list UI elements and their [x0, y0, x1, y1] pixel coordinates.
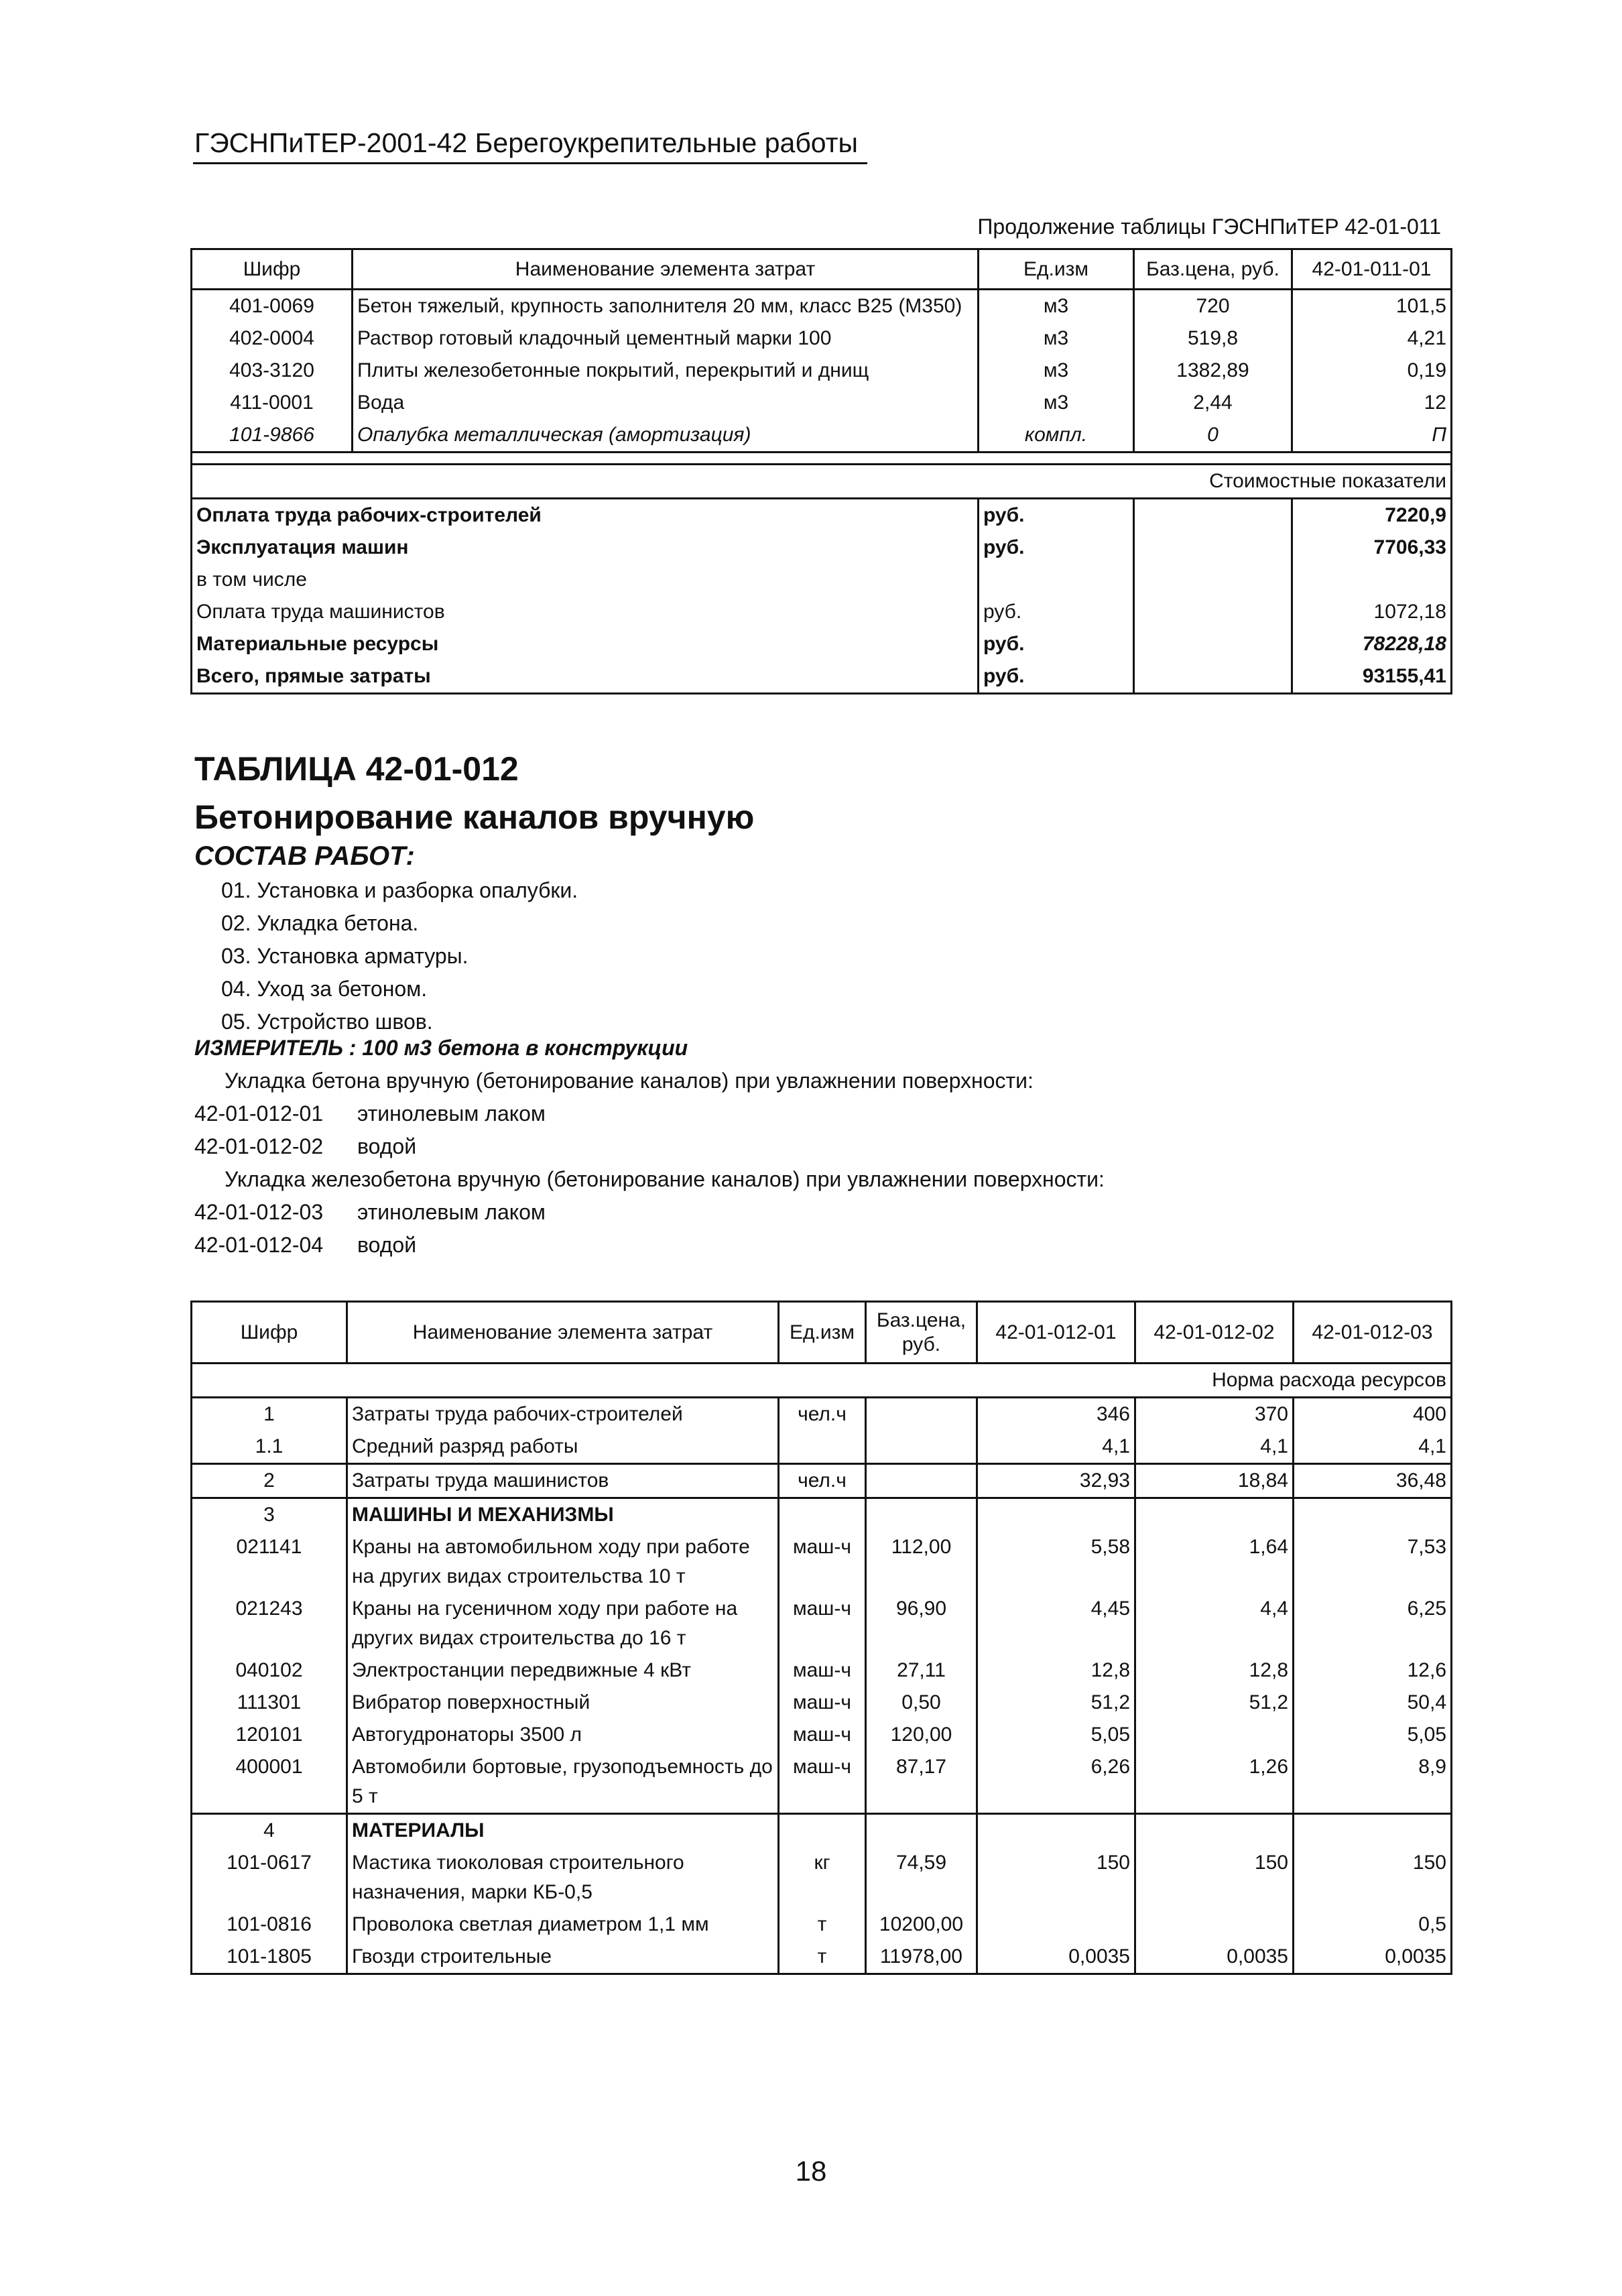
cell-unit: т [779, 1941, 866, 1974]
cell-code: 1.1 [192, 1431, 347, 1464]
cost-value: 93155,41 [1292, 660, 1452, 694]
cost-value: 7706,33 [1292, 532, 1452, 564]
cell-name: Электростанции передвижные 4 кВт [347, 1654, 779, 1687]
cell-price [866, 1498, 977, 1532]
table-subtitle: Бетонирование каналов вручную [194, 798, 755, 836]
table-row [192, 1464, 1452, 1498]
cell-code: 403-3120 [192, 355, 353, 387]
cell-unit: кг [779, 1847, 866, 1909]
cell-code: 040102 [192, 1654, 347, 1687]
cost-unit: руб. [979, 532, 1134, 564]
cell-norm-3: 50,4 [1294, 1687, 1452, 1719]
cell-price: 2,44 [1134, 387, 1292, 419]
cell-norm-2: 1,26 [1135, 1751, 1294, 1814]
cell-name: Раствор готовый кладочный цементный марки 100 [353, 322, 979, 355]
cell-norm-2: 4,1 [1135, 1431, 1294, 1464]
cell-name: МАШИНЫ И МЕХАНИЗМЫ [347, 1498, 779, 1532]
cell-code: 101-1805 [192, 1941, 347, 1974]
cell-price: 27,11 [866, 1654, 977, 1687]
cost-unit: руб. [979, 628, 1134, 660]
cell-name: Краны на гусеничном ходу при работе на других видах строительства до 16 т [347, 1593, 779, 1654]
table-row [192, 1687, 1452, 1719]
cost-empty [1134, 499, 1292, 532]
cost-row [192, 628, 1452, 660]
cell-norm-2: 0,0035 [1135, 1941, 1294, 1974]
cell-price: 10200,00 [866, 1909, 977, 1941]
intro-text: Укладка бетона вручную (бетонирование каналов) при увлажнении поверхности: [225, 1069, 1034, 1093]
cell-unit: чел.ч [779, 1464, 866, 1498]
cell-norm-3: 4,1 [1294, 1431, 1452, 1464]
cell-unit: м3 [979, 355, 1134, 387]
cell-name: МАТЕРИАЛЫ [347, 1814, 779, 1848]
cell-unit: м3 [979, 322, 1134, 355]
col-header-code: Шифр [192, 249, 353, 290]
cell-norm-1: 32,93 [977, 1464, 1135, 1498]
cell-norm-2: 150 [1135, 1847, 1294, 1909]
cell-norm-1: 150 [977, 1847, 1135, 1909]
cell-norm-1: 346 [977, 1398, 1135, 1431]
cell-norm-3 [1294, 1814, 1452, 1848]
col-header-price: Баз.цена, руб. [866, 1302, 977, 1364]
norm-desc: этинолевым лаком [357, 1200, 546, 1224]
cell-code: 021141 [192, 1531, 347, 1593]
cell-code: 111301 [192, 1687, 347, 1719]
norm-title-row [192, 1364, 1452, 1398]
cell-unit: маш-ч [779, 1751, 866, 1814]
spacer-row [192, 452, 1452, 465]
cell-norm-3: 150 [1294, 1847, 1452, 1909]
col-header-name: Наименование элемента затрат [347, 1302, 779, 1364]
cell-value: 12 [1292, 387, 1452, 419]
cell-norm-2: 12,8 [1135, 1654, 1294, 1687]
cell-norm-2: 1,64 [1135, 1531, 1294, 1593]
table-row [192, 322, 1452, 355]
cost-empty [1134, 596, 1292, 628]
cell-norm-1 [977, 1498, 1135, 1532]
cost-empty [1134, 628, 1292, 660]
cell-norm-1 [977, 1814, 1135, 1848]
cell-norm-1: 4,45 [977, 1593, 1135, 1654]
cell-code: 021243 [192, 1593, 347, 1654]
cell-price: 120,00 [866, 1719, 977, 1751]
cell-code: 101-0816 [192, 1909, 347, 1941]
cell-code: 101-0617 [192, 1847, 347, 1909]
table-row [192, 355, 1452, 387]
cell-code: 4 [192, 1814, 347, 1848]
cell-norm-3: 6,25 [1294, 1593, 1452, 1654]
cost-unit: руб. [979, 596, 1134, 628]
table-row [192, 1431, 1452, 1464]
norm-code: 42-01-012-03 [194, 1200, 324, 1224]
table-row [192, 1531, 1452, 1593]
cell-norm-3: 5,05 [1294, 1719, 1452, 1751]
cost-row [192, 660, 1452, 694]
table-row [192, 387, 1452, 419]
norm-title: Норма расхода ресурсов [192, 1364, 1452, 1398]
cost-indicators-title: Стоимостные показатели [192, 465, 1452, 499]
table-title: ТАБЛИЦА 42-01-012 [194, 750, 519, 788]
cost-value: 7220,9 [1292, 499, 1452, 532]
cell-unit: маш-ч [779, 1719, 866, 1751]
table-row [192, 419, 1452, 452]
intro-text: Укладка железобетона вручную (бетонирование каналов) при увлажнении поверхности: [225, 1167, 1105, 1191]
cell-price: 96,90 [866, 1593, 977, 1654]
cell-price: 112,00 [866, 1531, 977, 1593]
meter-line: ИЗМЕРИТЕЛЬ : 100 м3 бетона в конструкции [194, 1036, 688, 1060]
cell-norm-3: 12,6 [1294, 1654, 1452, 1687]
cell-price: 87,17 [866, 1751, 977, 1814]
table-row [192, 290, 1452, 323]
cell-norm-1: 5,58 [977, 1531, 1135, 1593]
cost-name: Оплата труда машинистов [192, 596, 979, 628]
cost-unit [979, 564, 1134, 596]
running-header: ГЭСНПиТЕР-2001-42 Берегоукрепительные работы [194, 127, 858, 158]
cell-name: Проволока светлая диаметром 1,1 мм [347, 1909, 779, 1941]
cost-row [192, 499, 1452, 532]
cell-norm-2: 370 [1135, 1398, 1294, 1431]
cell-norm-2 [1135, 1814, 1294, 1848]
cell-value: 4,21 [1292, 322, 1452, 355]
cell-code: 401-0069 [192, 290, 353, 323]
cell-norm-1: 6,26 [977, 1751, 1135, 1814]
cell-price [866, 1814, 977, 1848]
cell-norm-1: 0,0035 [977, 1941, 1135, 1974]
table-row [192, 1909, 1452, 1941]
cell-name: Автогудронаторы 3500 л [347, 1719, 779, 1751]
cost-empty [1134, 564, 1292, 596]
table-body [192, 1398, 1452, 1974]
table-row [192, 1847, 1452, 1909]
cell-value: 101,5 [1292, 290, 1452, 323]
table-row [192, 1654, 1452, 1687]
cell-unit [779, 1814, 866, 1848]
cell-value: П [1292, 419, 1452, 452]
cell-unit [779, 1431, 866, 1464]
cost-empty [1134, 660, 1292, 694]
cell-name: Плиты железобетонные покрытий, перекрытий и днищ [353, 355, 979, 387]
norm-code: 42-01-012-01 [194, 1101, 324, 1126]
cell-norm-1: 51,2 [977, 1687, 1135, 1719]
col-header-name: Наименование элемента затрат [353, 249, 979, 290]
cell-price [866, 1431, 977, 1464]
work-item: 04. Уход за бетоном. [221, 977, 428, 1001]
cell-price [866, 1464, 977, 1498]
cell-price: 74,59 [866, 1847, 977, 1909]
cell-unit: т [779, 1909, 866, 1941]
work-item: 05. Устройство швов. [221, 1010, 433, 1034]
cell-norm-1: 12,8 [977, 1654, 1135, 1687]
cost-value [1292, 564, 1452, 596]
cell-name: Автомобили бортовые, грузоподъемность до 5 т [347, 1751, 779, 1814]
cost-name: в том числе [192, 564, 979, 596]
cost-name: Эксплуатация машин [192, 532, 979, 564]
cell-norm-2: 18,84 [1135, 1464, 1294, 1498]
col-header-unit: Ед.изм [779, 1302, 866, 1364]
cell-code: 2 [192, 1464, 347, 1498]
cost-row [192, 596, 1452, 628]
cell-price: 720 [1134, 290, 1292, 323]
cost-name: Материальные ресурсы [192, 628, 979, 660]
cell-code: 400001 [192, 1751, 347, 1814]
cell-unit: маш-ч [779, 1654, 866, 1687]
cell-code: 3 [192, 1498, 347, 1532]
cost-unit: руб. [979, 660, 1134, 694]
cell-price: 0 [1134, 419, 1292, 452]
work-item: 02. Укладка бетона. [221, 911, 419, 935]
cell-code: 1 [192, 1398, 347, 1431]
cell-unit: чел.ч [779, 1398, 866, 1431]
cost-title-row [192, 465, 1452, 499]
col-header-code: Шифр [192, 1302, 347, 1364]
cell-unit [779, 1498, 866, 1532]
cell-norm-3: 36,48 [1294, 1464, 1452, 1498]
cell-norm-2 [1135, 1909, 1294, 1941]
table-row [192, 1719, 1452, 1751]
cell-name: Затраты труда машинистов [347, 1464, 779, 1498]
table-continuation-caption: Продолжение таблицы ГЭСНПиТЕР 42-01-011 [977, 215, 1441, 239]
work-item: 03. Установка арматуры. [221, 944, 469, 968]
col-header-price: Баз.цена, руб. [1134, 249, 1292, 290]
cell-value: 0,19 [1292, 355, 1452, 387]
cell-norm-3: 0,5 [1294, 1909, 1452, 1941]
table-row [192, 1498, 1452, 1532]
cost-empty [1134, 532, 1292, 564]
cell-price: 11978,00 [866, 1941, 977, 1974]
work-item: 01. Установка и разборка опалубки. [221, 878, 578, 902]
cell-unit: маш-ч [779, 1531, 866, 1593]
cell-name: Опалубка металлическая (амортизация) [353, 419, 979, 452]
cell-unit: компл. [979, 419, 1134, 452]
cell-unit: маш-ч [779, 1687, 866, 1719]
cell-unit: м3 [979, 387, 1134, 419]
works-heading: СОСТАВ РАБОТ: [194, 841, 415, 871]
cell-name: Бетон тяжелый, крупность заполнителя 20 мм, класс В25 (М350) [353, 290, 979, 323]
table-42-01-012 [190, 1301, 1452, 1975]
cell-norm-2: 51,2 [1135, 1687, 1294, 1719]
table-42-01-011 [190, 248, 1452, 694]
cell-unit: м3 [979, 290, 1134, 323]
cell-price [866, 1398, 977, 1431]
norm-desc: водой [357, 1233, 417, 1257]
cell-norm-3 [1294, 1498, 1452, 1532]
page-number: 18 [795, 2155, 827, 2187]
cell-price: 1382,89 [1134, 355, 1292, 387]
cost-name: Всего, прямые затраты [192, 660, 979, 694]
cell-name: Средний разряд работы [347, 1431, 779, 1464]
cell-unit: маш-ч [779, 1593, 866, 1654]
cell-price: 0,50 [866, 1687, 977, 1719]
col-header-unit: Ед.изм [979, 249, 1134, 290]
cost-row [192, 564, 1452, 596]
cell-norm-3: 400 [1294, 1398, 1452, 1431]
cell-name: Гвозди строительные [347, 1941, 779, 1974]
header-underline [193, 162, 867, 164]
col-header-norm-1: 42-01-012-01 [977, 1302, 1135, 1364]
cell-norm-1 [977, 1909, 1135, 1941]
cell-name: Вода [353, 387, 979, 419]
col-header-norm-2: 42-01-012-02 [1135, 1302, 1294, 1364]
cost-value: 78228,18 [1292, 628, 1452, 660]
col-header-norm-3: 42-01-012-03 [1294, 1302, 1452, 1364]
cell-norm-1: 5,05 [977, 1719, 1135, 1751]
table-row [192, 1814, 1452, 1848]
cell-code: 101-9866 [192, 419, 353, 452]
cost-value: 1072,18 [1292, 596, 1452, 628]
cell-code: 402-0004 [192, 322, 353, 355]
table-row [192, 1751, 1452, 1814]
cell-code: 411-0001 [192, 387, 353, 419]
cost-row [192, 532, 1452, 564]
norm-desc: этинолевым лаком [357, 1101, 546, 1126]
table-header-row [192, 1302, 1452, 1364]
norm-code: 42-01-012-02 [194, 1134, 324, 1158]
norm-desc: водой [357, 1134, 417, 1158]
cell-code: 120101 [192, 1719, 347, 1751]
col-header-value: 42-01-011-01 [1292, 249, 1452, 290]
table-row [192, 1398, 1452, 1431]
cell-norm-1: 4,1 [977, 1431, 1135, 1464]
cell-norm-2 [1135, 1498, 1294, 1532]
cell-price: 519,8 [1134, 322, 1292, 355]
norm-code: 42-01-012-04 [194, 1233, 324, 1257]
cell-norm-2 [1135, 1719, 1294, 1751]
cell-name: Затраты труда рабочих-строителей [347, 1398, 779, 1431]
cell-norm-3: 0,0035 [1294, 1941, 1452, 1974]
table-header-row [192, 249, 1452, 290]
cell-name: Вибратор поверхностный [347, 1687, 779, 1719]
table-row [192, 1593, 1452, 1654]
cost-name: Оплата труда рабочих-строителей [192, 499, 979, 532]
cell-norm-2: 4,4 [1135, 1593, 1294, 1654]
cell-norm-3: 8,9 [1294, 1751, 1452, 1814]
cell-name: Краны на автомобильном ходу при работе на других видах строительства 10 т [347, 1531, 779, 1593]
cell-norm-3: 7,53 [1294, 1531, 1452, 1593]
cost-unit: руб. [979, 499, 1134, 532]
table-row [192, 1941, 1452, 1974]
cell-name: Мастика тиоколовая строительного назначения, марки КБ-0,5 [347, 1847, 779, 1909]
